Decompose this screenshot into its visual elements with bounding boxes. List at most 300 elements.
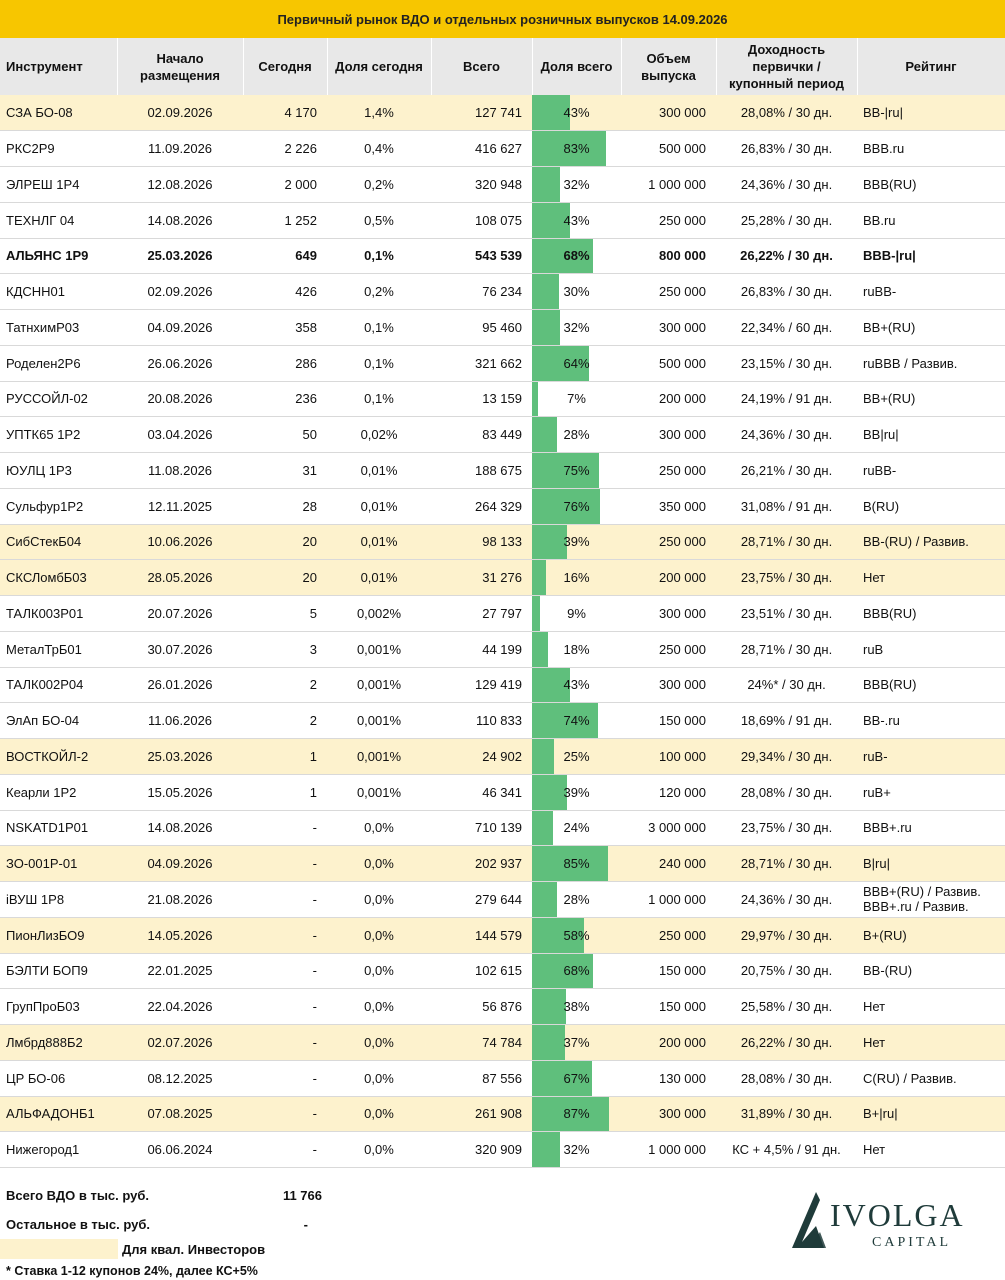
cell-rating	[857, 238, 1005, 274]
cell-total: 202 937	[431, 846, 532, 882]
cell-volume: 150 000	[621, 953, 716, 989]
cell-share-total	[532, 524, 621, 560]
cell-instrument: ПионЛизБО9	[0, 917, 117, 953]
cell-share-today: 0,0%	[327, 953, 431, 989]
cell-today: 286	[243, 345, 327, 381]
cell-today: 426	[243, 274, 327, 310]
cell-share-total	[532, 917, 621, 953]
cell-rating	[857, 202, 1005, 238]
cell-start-date: 08.12.2025	[117, 1060, 243, 1096]
cell-today: 649	[243, 238, 327, 274]
rest-value: -	[303, 1217, 308, 1232]
cell-share-total	[532, 810, 621, 846]
cell-volume: 1 000 000	[621, 167, 716, 203]
cell-total: 98 133	[431, 524, 532, 560]
rating-text: BBB+(RU) / Развив.	[863, 884, 981, 900]
cell-share-total	[532, 596, 621, 632]
rating-text: BB-.ru	[863, 713, 900, 729]
cell-yield: 20,75% / 30 дн.	[716, 953, 857, 989]
cell-instrument: РКС2Р9	[0, 131, 117, 167]
cell-share-total	[532, 274, 621, 310]
rating-text: BB.ru	[863, 212, 896, 228]
cell-share-today: 0,1%	[327, 381, 431, 417]
rating-text: BBB(RU)	[863, 677, 917, 693]
cell-rating	[857, 95, 1005, 131]
cell-start-date: 25.03.2026	[117, 238, 243, 274]
cell-total: 76 234	[431, 274, 532, 310]
cell-today: -	[243, 917, 327, 953]
cell-yield: 26,83% / 30 дн.	[716, 274, 857, 310]
cell-volume: 300 000	[621, 596, 716, 632]
cell-volume: 250 000	[621, 917, 716, 953]
cell-share-total	[532, 1096, 621, 1132]
header-yield: Доходность первички / купонный период	[716, 38, 857, 95]
cell-instrument: Кеарли 1Р2	[0, 774, 117, 810]
cell-today: 236	[243, 381, 327, 417]
cell-instrument: Роделен2Р6	[0, 345, 117, 381]
ivolga-logo	[780, 1182, 980, 1262]
cell-yield: 26,22% / 30 дн.	[716, 1025, 857, 1061]
cell-today: -	[243, 989, 327, 1025]
cell-volume: 150 000	[621, 989, 716, 1025]
cell-today: -	[243, 1025, 327, 1061]
rating-text: BBB(RU)	[863, 176, 917, 192]
cell-share-total	[532, 488, 621, 524]
cell-instrument: ЭЛРЕШ 1Р4	[0, 167, 117, 203]
cell-volume: 250 000	[621, 524, 716, 560]
cell-yield: 18,69% / 91 дн.	[716, 703, 857, 739]
cell-share-today: 0,0%	[327, 989, 431, 1025]
cell-total: 13 159	[431, 381, 532, 417]
cell-share-total	[532, 631, 621, 667]
rating-text: Нет	[863, 1034, 886, 1050]
cell-rating	[857, 989, 1005, 1025]
cell-rating	[857, 739, 1005, 775]
share-total-label: 39%	[563, 534, 590, 550]
cell-start-date: 14.08.2026	[117, 202, 243, 238]
cell-instrument: ГрупПроБ03	[0, 989, 117, 1025]
cell-yield: 23,15% / 30 дн.	[716, 345, 857, 381]
rating-text: ruB-	[863, 748, 888, 764]
share-total-label: 9%	[567, 605, 586, 621]
cell-start-date: 20.08.2026	[117, 381, 243, 417]
rating-text: ruB	[863, 641, 884, 657]
rating-text: Нет	[863, 570, 886, 586]
share-total-label: 76%	[563, 498, 590, 514]
table-row	[0, 131, 1005, 167]
cell-share-total	[532, 560, 621, 596]
cell-rating	[857, 381, 1005, 417]
cell-rating	[857, 917, 1005, 953]
cell-yield: 28,71% / 30 дн.	[716, 631, 857, 667]
cell-rating	[857, 1025, 1005, 1061]
table-row	[0, 882, 1005, 918]
cell-share-total	[532, 95, 621, 131]
cell-volume: 130 000	[621, 1060, 716, 1096]
cell-total: 416 627	[431, 131, 532, 167]
cell-instrument: ТатнхимР03	[0, 310, 117, 346]
cell-start-date: 20.07.2026	[117, 596, 243, 632]
cell-yield: 26,22% / 30 дн.	[716, 238, 857, 274]
cell-today: -	[243, 810, 327, 846]
legend-label: Для квал. Инвесторов	[122, 1242, 266, 1257]
cell-volume: 200 000	[621, 560, 716, 596]
cell-instrument: ЭлАп БО-04	[0, 703, 117, 739]
cell-share-total	[532, 381, 621, 417]
cell-yield: 22,34% / 60 дн.	[716, 310, 857, 346]
cell-rating	[857, 596, 1005, 632]
cell-total: 56 876	[431, 989, 532, 1025]
cell-today: 2	[243, 667, 327, 703]
cell-today: 4 170	[243, 95, 327, 131]
rating-text: BBB+.ru	[863, 820, 912, 836]
bonds-table	[0, 38, 1005, 1168]
cell-instrument: NSKATD1P01	[0, 810, 117, 846]
share-total-label: 32%	[563, 319, 590, 335]
rating-text: BBB(RU)	[863, 605, 917, 621]
share-total-label: 58%	[563, 927, 590, 943]
cell-rating	[857, 846, 1005, 882]
cell-rating	[857, 453, 1005, 489]
cell-instrument: АЛЬЯНС 1Р9	[0, 238, 117, 274]
table-row	[0, 560, 1005, 596]
cell-yield: 26,21% / 30 дн.	[716, 453, 857, 489]
cell-total: 83 449	[431, 417, 532, 453]
cell-today: 5	[243, 596, 327, 632]
cell-total: 127 741	[431, 95, 532, 131]
cell-volume: 350 000	[621, 488, 716, 524]
cell-today: -	[243, 1096, 327, 1132]
table-row	[0, 596, 1005, 632]
cell-share-total	[532, 739, 621, 775]
cell-total: 108 075	[431, 202, 532, 238]
cell-instrument: УПТК65 1Р2	[0, 417, 117, 453]
table-row	[0, 739, 1005, 775]
share-total-label: 74%	[563, 713, 590, 729]
cell-today: 31	[243, 453, 327, 489]
cell-share-today: 0,0%	[327, 1096, 431, 1132]
table-row	[0, 524, 1005, 560]
cell-rating	[857, 560, 1005, 596]
share-total-label: 30%	[563, 284, 590, 300]
cell-share-today: 0,01%	[327, 488, 431, 524]
cell-instrument: МеталТрБ01	[0, 631, 117, 667]
header-today: Сегодня	[243, 38, 327, 95]
rating-text: ruB+	[863, 784, 891, 800]
share-total-label: 87%	[563, 1106, 590, 1122]
cell-total: 24 902	[431, 739, 532, 775]
cell-total: 543 539	[431, 238, 532, 274]
table-row	[0, 703, 1005, 739]
cell-today: -	[243, 953, 327, 989]
table-row	[0, 989, 1005, 1025]
table-row	[0, 846, 1005, 882]
cell-total: 87 556	[431, 1060, 532, 1096]
cell-share-today: 0,01%	[327, 524, 431, 560]
cell-today: 20	[243, 524, 327, 560]
cell-yield: 23,75% / 30 дн.	[716, 810, 857, 846]
table-row	[0, 1060, 1005, 1096]
cell-instrument: Нижегород1	[0, 1132, 117, 1168]
cell-start-date: 11.09.2026	[117, 131, 243, 167]
cell-share-today: 0,001%	[327, 667, 431, 703]
cell-share-today: 0,001%	[327, 774, 431, 810]
cell-start-date: 21.08.2026	[117, 882, 243, 918]
cell-volume: 250 000	[621, 631, 716, 667]
share-total-label: 43%	[563, 677, 590, 693]
table-row	[0, 202, 1005, 238]
rating-text: B+(RU)	[863, 927, 907, 943]
cell-start-date: 14.05.2026	[117, 917, 243, 953]
rating-text: BB-(RU) / Развив.	[863, 534, 969, 550]
cell-today: 3	[243, 631, 327, 667]
total-value: 11 766	[282, 1188, 322, 1203]
cell-rating	[857, 1132, 1005, 1168]
cell-instrument: КДСНН01	[0, 274, 117, 310]
cell-share-total	[532, 202, 621, 238]
cell-yield: 25,28% / 30 дн.	[716, 202, 857, 238]
table-row	[0, 953, 1005, 989]
cell-yield: 26,83% / 30 дн.	[716, 131, 857, 167]
table-row	[0, 310, 1005, 346]
cell-total: 129 419	[431, 667, 532, 703]
rating-text: BBB-|ru|	[863, 248, 916, 264]
header-volume: Объем выпуска	[621, 38, 716, 95]
cell-total: 46 341	[431, 774, 532, 810]
share-total-label: 16%	[563, 570, 590, 586]
cell-share-today: 0,2%	[327, 167, 431, 203]
cell-instrument: iВУШ 1Р8	[0, 882, 117, 918]
cell-start-date: 15.05.2026	[117, 774, 243, 810]
table-row	[0, 810, 1005, 846]
rating-text: Нет	[863, 1142, 886, 1158]
footer	[0, 1176, 1005, 1280]
cell-rating	[857, 488, 1005, 524]
cell-today: 358	[243, 310, 327, 346]
rating-text: ruBB-	[863, 462, 897, 478]
table-body	[0, 95, 1005, 1168]
table-header-row	[0, 38, 1005, 95]
cell-start-date: 26.01.2026	[117, 667, 243, 703]
cell-share-today: 0,0%	[327, 1060, 431, 1096]
share-total-label: 18%	[563, 641, 590, 657]
cell-instrument: СЗА БО-08	[0, 95, 117, 131]
cell-start-date: 02.09.2026	[117, 95, 243, 131]
rating-text: BB+(RU)	[863, 319, 916, 335]
cell-volume: 300 000	[621, 310, 716, 346]
cell-share-total	[532, 989, 621, 1025]
cell-total: 95 460	[431, 310, 532, 346]
share-total-label: 43%	[563, 212, 590, 228]
cell-start-date: 28.05.2026	[117, 560, 243, 596]
cell-instrument: АЛЬФАДОНБ1	[0, 1096, 117, 1132]
cell-volume: 300 000	[621, 95, 716, 131]
cell-volume: 250 000	[621, 453, 716, 489]
cell-volume: 300 000	[621, 667, 716, 703]
rating-text: BB-(RU)	[863, 963, 913, 979]
cell-instrument: СибСтекБ04	[0, 524, 117, 560]
share-total-label: 28%	[563, 427, 590, 443]
ivolga-logo-mark-icon	[780, 1182, 980, 1262]
table-row	[0, 917, 1005, 953]
rating-text: B+|ru|	[863, 1106, 898, 1122]
table-row	[0, 381, 1005, 417]
header-start: Начало размещения	[117, 38, 243, 95]
cell-today: 1 252	[243, 202, 327, 238]
share-total-label: 85%	[563, 856, 590, 872]
share-total-label: 38%	[563, 999, 590, 1015]
cell-yield: 29,97% / 30 дн.	[716, 917, 857, 953]
cell-start-date: 03.04.2026	[117, 417, 243, 453]
cell-total: 110 833	[431, 703, 532, 739]
cell-share-total	[532, 310, 621, 346]
cell-share-today: 0,001%	[327, 631, 431, 667]
cell-yield: 23,51% / 30 дн.	[716, 596, 857, 632]
footnote: * Ставка 1-12 купонов 24%, далее КС+5%	[6, 1264, 258, 1278]
table-row	[0, 774, 1005, 810]
cell-share-today: 0,5%	[327, 202, 431, 238]
share-total-label: 68%	[563, 963, 590, 979]
cell-today: -	[243, 882, 327, 918]
cell-volume: 300 000	[621, 417, 716, 453]
cell-start-date: 30.07.2026	[117, 631, 243, 667]
cell-total: 320 909	[431, 1132, 532, 1168]
rating-text: BB-|ru|	[863, 105, 903, 121]
share-total-label: 64%	[563, 355, 590, 371]
cell-instrument: ЦР БО-06	[0, 1060, 117, 1096]
cell-yield: 29,34% / 30 дн.	[716, 739, 857, 775]
cell-instrument: БЭЛТИ БОП9	[0, 953, 117, 989]
total-label: Всего ВДО в тыс. руб.	[6, 1188, 150, 1203]
cell-start-date: 02.09.2026	[117, 274, 243, 310]
cell-rating	[857, 310, 1005, 346]
cell-share-today: 0,1%	[327, 238, 431, 274]
cell-yield: 28,08% / 30 дн.	[716, 1060, 857, 1096]
logo-brand-text: IVOLGA	[830, 1197, 965, 1233]
table-row	[0, 1025, 1005, 1061]
share-total-label: 68%	[563, 248, 590, 264]
cell-share-today: 0,02%	[327, 417, 431, 453]
cell-start-date: 04.09.2026	[117, 310, 243, 346]
cell-start-date: 02.07.2026	[117, 1025, 243, 1061]
cell-volume: 500 000	[621, 131, 716, 167]
rating-text: BB+(RU)	[863, 391, 916, 407]
cell-today: -	[243, 1060, 327, 1096]
cell-today: 1	[243, 739, 327, 775]
rest-label: Остальное в тыс. руб.	[6, 1217, 150, 1232]
cell-rating	[857, 167, 1005, 203]
cell-share-today: 0,2%	[327, 274, 431, 310]
share-total-label: 43%	[563, 105, 590, 121]
share-total-label: 67%	[563, 1070, 590, 1086]
cell-yield: 28,71% / 30 дн.	[716, 846, 857, 882]
cell-total: 321 662	[431, 345, 532, 381]
cell-share-today: 0,0%	[327, 1025, 431, 1061]
cell-start-date: 22.04.2026	[117, 989, 243, 1025]
table-row	[0, 274, 1005, 310]
cell-today: -	[243, 846, 327, 882]
cell-instrument: ТАЛК003Р01	[0, 596, 117, 632]
cell-start-date: 04.09.2026	[117, 846, 243, 882]
rating-text: ruBB-	[863, 284, 897, 300]
cell-total: 710 139	[431, 810, 532, 846]
cell-yield: 24,36% / 30 дн.	[716, 167, 857, 203]
cell-volume: 120 000	[621, 774, 716, 810]
table-row	[0, 1096, 1005, 1132]
cell-volume: 200 000	[621, 1025, 716, 1061]
cell-yield: 28,08% / 30 дн.	[716, 95, 857, 131]
cell-today: 1	[243, 774, 327, 810]
cell-share-today: 0,1%	[327, 345, 431, 381]
cell-rating	[857, 345, 1005, 381]
table-row	[0, 667, 1005, 703]
cell-share-today: 0,0%	[327, 882, 431, 918]
cell-start-date: 11.08.2026	[117, 453, 243, 489]
table-row	[0, 1132, 1005, 1168]
cell-rating	[857, 274, 1005, 310]
cell-volume: 1 000 000	[621, 882, 716, 918]
cell-share-today: 0,0%	[327, 810, 431, 846]
cell-share-today: 1,4%	[327, 95, 431, 131]
cell-start-date: 07.08.2025	[117, 1096, 243, 1132]
cell-rating	[857, 703, 1005, 739]
cell-share-today: 0,0%	[327, 846, 431, 882]
cell-share-total	[532, 703, 621, 739]
cell-volume: 250 000	[621, 202, 716, 238]
cell-rating	[857, 667, 1005, 703]
cell-share-total	[532, 667, 621, 703]
cell-start-date: 22.01.2025	[117, 953, 243, 989]
rating-text-secondary: BBB+.ru / Развив.	[863, 899, 969, 915]
cell-instrument: ВОСТКОЙЛ-2	[0, 739, 117, 775]
cell-share-total	[532, 846, 621, 882]
cell-yield: 28,71% / 30 дн.	[716, 524, 857, 560]
logo-sub-text: CAPITAL	[872, 1235, 951, 1250]
cell-total: 102 615	[431, 953, 532, 989]
rating-text: BBB.ru	[863, 141, 905, 157]
cell-total: 261 908	[431, 1096, 532, 1132]
cell-volume: 100 000	[621, 739, 716, 775]
cell-today: 2 000	[243, 167, 327, 203]
cell-start-date: 25.03.2026	[117, 739, 243, 775]
cell-share-total	[532, 774, 621, 810]
share-total-label: 39%	[563, 784, 590, 800]
cell-yield: 24,36% / 30 дн.	[716, 417, 857, 453]
cell-share-today: 0,002%	[327, 596, 431, 632]
table-row	[0, 238, 1005, 274]
cell-share-today: 0,4%	[327, 131, 431, 167]
cell-instrument: ЗО-001Р-01	[0, 846, 117, 882]
header-share-today: Доля сегодня	[327, 38, 431, 95]
cell-instrument: РУССОЙЛ-02	[0, 381, 117, 417]
cell-start-date: 12.08.2026	[117, 167, 243, 203]
cell-today: 20	[243, 560, 327, 596]
cell-total: 320 948	[431, 167, 532, 203]
cell-share-today: 0,001%	[327, 703, 431, 739]
rating-text: ruBBB / Развив.	[863, 355, 958, 371]
cell-total: 188 675	[431, 453, 532, 489]
cell-share-today: 0,0%	[327, 1132, 431, 1168]
cell-share-total	[532, 167, 621, 203]
cell-total: 279 644	[431, 882, 532, 918]
cell-volume: 250 000	[621, 274, 716, 310]
cell-volume: 150 000	[621, 703, 716, 739]
cell-today: 50	[243, 417, 327, 453]
cell-total: 264 329	[431, 488, 532, 524]
cell-today: 2 226	[243, 131, 327, 167]
cell-yield: 31,08% / 91 дн.	[716, 488, 857, 524]
cell-start-date: 06.06.2024	[117, 1132, 243, 1168]
